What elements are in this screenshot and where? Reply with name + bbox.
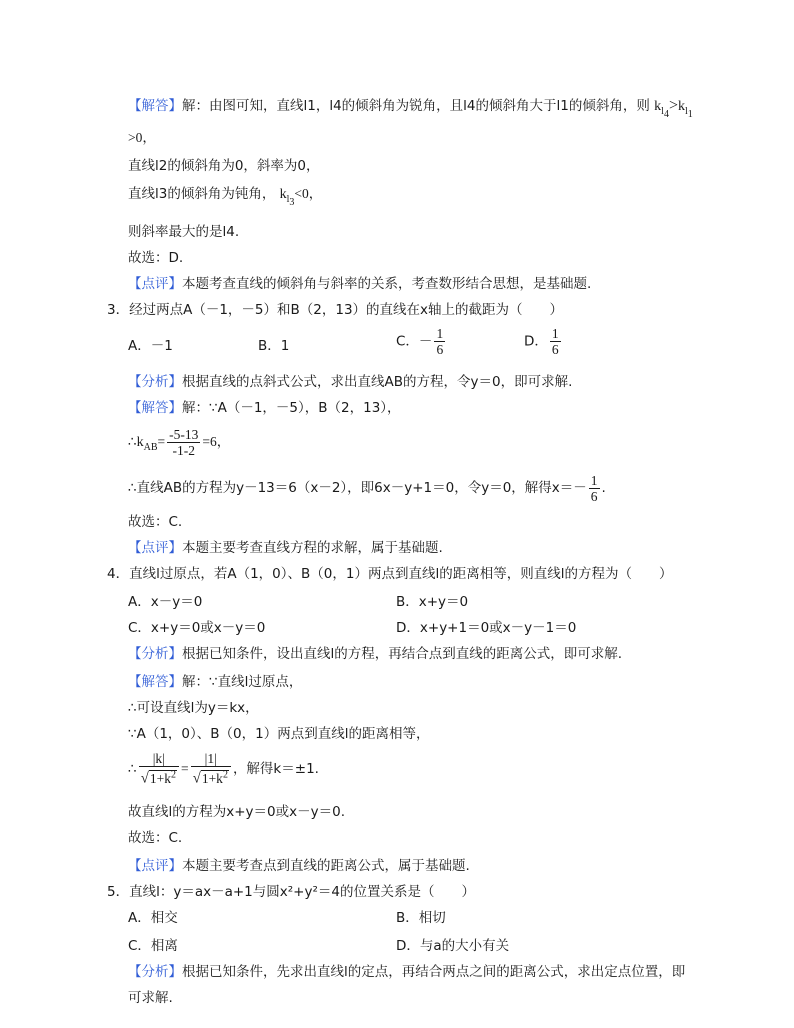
q4-option-d: D．x+y+1＝0或x－y－1＝0 [396,620,577,636]
q4-distance-formula: ∴ $\frac{|k|}{√1+k^2}$ = $\frac{|1|}{√1+k^2}$ ，解得k＝±1. [128,751,319,787]
q4-line3: ∵A（1，0）、B（0，1）两点到直线l的距离相等， [128,726,430,742]
sqrt: $√1+k^2$ [140,769,176,787]
q3-comment: 【点评】本题主要考查直线方程的求解，属于基础题. [128,540,443,556]
comment-tag: 【点评】 [128,540,182,556]
q5-option-c: C．相离 [128,938,178,954]
comment-tag: 【点评】 [128,858,182,874]
fraction: $\frac{1}{6}$ [590,472,598,504]
q2-solution-line1 [128,96,693,125]
q5-analysis: 【分析】根据已知条件，先求出直线l的定点，再结合两点之间的距离公式，求出定点位置，即 [128,964,686,980]
comment-tag: 【点评】 [128,276,182,292]
q3-stem: 3．经过两点A（－1，－5）和B（2，13）的直线在x轴上的截距为（ ） [107,302,564,318]
fraction: $\frac{1}{6}$ [436,326,444,357]
fraction: $\frac{1}{6}$ [551,326,559,357]
fraction: $\frac{-5-13}{-1-2}$ [169,426,199,458]
q4-option-c: C．x+y＝0或x－y＝0 [128,620,266,636]
q2-line3: 直线l3的倾斜角为钝角， $k_{l_3}<0$， [128,186,323,208]
solution-tag: 【解答】 [128,98,182,114]
q4-option-b: B．x+y＝0 [396,594,469,610]
fraction: $\frac{|1|}{√1+k^2}$ [191,751,231,787]
sqrt: $√1+k^2$ [192,769,228,787]
q2-line4: 则斜率最大的是l4. [128,224,240,240]
q2-solution-cont: >0， [128,130,156,145]
q3-option-c: C．－ $\frac{1}{6}$ [396,326,444,357]
q2-comment-text: 本题考查直线的倾斜角与斜率的关系，考查数形结合思想，是基础题. [182,276,592,292]
solution-tag: 【解答】 [128,400,182,416]
q2-comment [128,274,591,294]
q3-solution-line1: 【解答】解：∵A（－1，－5），B（2，13）， [128,400,401,416]
q3-answer: 故选：C. [128,514,183,530]
greater-than-sign: > [668,97,678,114]
q2-answer: 故选：D. [128,250,184,266]
analysis-tag: 【分析】 [128,964,182,980]
solution-tag: 【解答】 [128,674,182,690]
slope-k-ab: $k_{AB}$ [136,435,158,453]
slope-k-l1: $k_{l_1}$ [677,99,693,120]
q4-line5: 故直线l的方程为x+y＝0或x－y＝0. [128,804,345,820]
slope-k-l4: $k_{l_4}$ [654,99,669,120]
q4-comment: 【点评】本题主要考查点到直线的距离公式，属于基础题. [128,858,470,874]
q5-option-b: B．相切 [396,910,446,926]
q5-option-a: A．相交 [128,910,178,926]
analysis-tag: 【分析】 [128,374,182,390]
q4-stem: 4．直线l过原点，若A（1，0）、B（0，1）两点到直线l的距离相等，则直线l的方程为（ ） [107,566,673,582]
q3-analysis: 【分析】根据直线的点斜式公式，求出直线AB的方程，令y＝0，即可求解. [128,374,573,390]
q5-analysis-line2: 可求解. [128,990,173,1006]
fraction: $\frac{|k|}{√1+k^2}$ [139,751,179,787]
q3-option-b: B．1 [258,338,290,354]
q3-option-a: A．－1 [128,338,173,354]
q4-option-a: A．x－y＝0 [128,594,203,610]
q3-option-d: D． $\frac{1}{6}$ [524,326,559,357]
q2-solution-text: 解：由图可知，直线l1，l4的倾斜角为锐角，且l4的倾斜角大于l1的倾斜角，则 [182,98,650,114]
q2-line2: 直线l2的倾斜角为0，斜率为0， [128,158,320,174]
q5-option-d: D．与a的大小有关 [396,938,510,954]
q4-solution-line1: 【解答】解：∵直线l过原点， [128,674,303,690]
analysis-tag: 【分析】 [128,646,182,662]
q5-stem: 5．直线l：y＝ax－a+1与圆x²+y²＝4的位置关系是（ ） [107,884,475,900]
slope-k-l3: $k_{l_3}$ [279,187,295,208]
q3-slope-formula: $\therefore k_{AB}=$ $\frac{-5-13}{-1-2}$ =6， [128,426,231,458]
q3-equation: ∴直线AB的方程为y－13＝6（x－2），即6x－y+1＝0，令y＝0，解得x＝－ $\frac{1}{6}$ . [128,472,606,504]
q4-analysis: 【分析】根据已知条件，设出直线l的方程，再结合点到直线的距离公式，即可求解. [128,646,623,662]
q4-answer: 故选：C. [128,830,183,846]
q4-line2: ∴可设直线l为y＝kx， [128,700,259,716]
